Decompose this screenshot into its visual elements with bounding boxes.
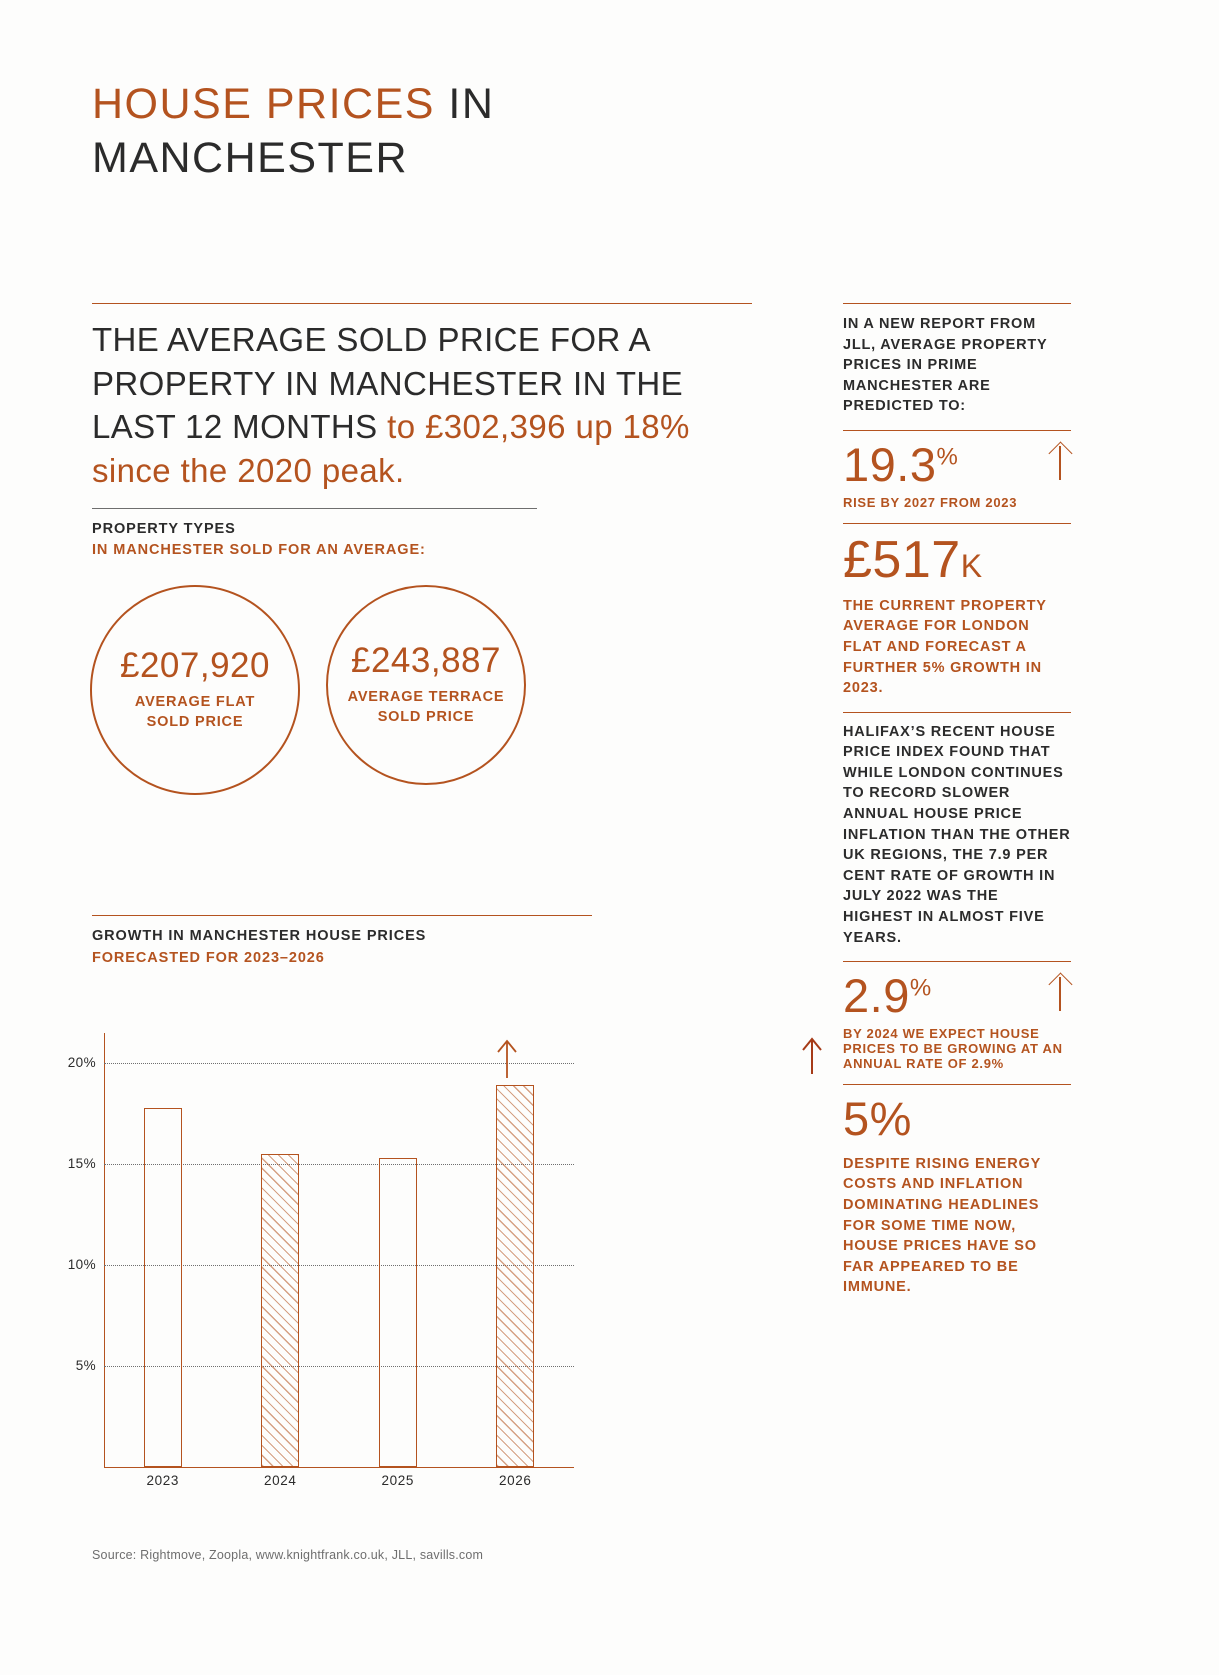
average-terrace-circle (326, 585, 526, 785)
body-divider (843, 712, 1071, 713)
average-terrace-amount: £243,887 (351, 640, 501, 680)
stat1-number: 19.3 (843, 437, 937, 491)
chart-divider (92, 915, 592, 916)
chart-heading-line1: GROWTH IN MANCHESTER HOUSE PRICES (92, 928, 427, 944)
lead-text (92, 318, 752, 492)
property-types-heading (92, 508, 537, 561)
stat-immune (843, 1084, 1071, 1297)
y-tick-label: 5% (75, 1358, 96, 1374)
average-flat-amount: £207,920 (120, 645, 270, 685)
stat2-value (843, 533, 1071, 588)
stat1-value (843, 437, 959, 491)
stat3-number: 2.9 (843, 969, 910, 1023)
lead-text-accent: to £302,396 up 18% since the 2020 peak. (92, 408, 690, 489)
lead-divider (92, 303, 752, 304)
property-types-heading-text (92, 519, 537, 561)
bar-2026 (496, 1085, 534, 1467)
stat1-divider (843, 430, 1071, 431)
stat-rise-2027 (843, 430, 1071, 510)
title-accent-text: HOUSE PRICES (92, 80, 435, 128)
average-terrace-label-line1: AVERAGE TERRACE (347, 688, 505, 705)
right-intro-text: IN A NEW REPORT FROM JLL, AVERAGE PROPERTY PRICES IN PRIME MANCHESTER ARE PREDICTED TO: (843, 316, 1048, 415)
stat2-caption: THE CURRENT PROPERTY AVERAGE FOR LONDON FLAT AND FORECAST A FURTHER 5% GROWTH IN 2023. (843, 597, 1047, 697)
stat3-left-arrow-icon (800, 1035, 824, 1075)
halifax-body-section (843, 712, 1071, 948)
title-rest-text: IN (434, 80, 495, 128)
chart-heading-line2: FORECASTED FOR 2023–2026 (92, 949, 325, 966)
chart-heading-text (92, 926, 592, 970)
stat3-caption: BY 2024 WE EXPECT HOUSE PRICES TO BE GROWING AT AN ANNUAL RATE OF 2.9% (843, 1026, 1063, 1072)
stat1-up-arrow-icon (1049, 440, 1071, 480)
stat1-suffix: % (936, 443, 959, 471)
bar-2025 (379, 1158, 417, 1467)
halifax-body-text: HALIFAX’S RECENT HOUSE PRICE INDEX FOUND THAT WHILE LONDON CONTINUES TO RECORD SLOWER ANNUAL HOUSE PRICE INFLATION THAN THE OTHER UK REGIONS, THE 7.9 PER CENT RATE OF GROWTH IN JULY 2022 WAS THE HIGHEST IN ALMOST FIVE YEARS. (843, 723, 1071, 946)
average-terrace-label-line2: SOLD PRICE (377, 708, 475, 725)
average-flat-label-line1: AVERAGE FLAT (134, 693, 256, 710)
x-tick-label: 2025 (381, 1473, 414, 1488)
stat4-value: 5% (843, 1092, 912, 1146)
chart-bars (104, 1033, 574, 1467)
stat3-divider (843, 961, 1071, 962)
stat-london-average (843, 523, 1071, 698)
stat3-value (843, 969, 932, 1023)
stat4-divider (843, 1084, 1071, 1085)
stat2-divider (843, 523, 1071, 524)
property-type-circles (90, 585, 560, 795)
right-column (843, 303, 1071, 1298)
stat1-caption: RISE BY 2027 FROM 2023 (843, 495, 1018, 511)
property-types-heading-line1: PROPERTY TYPES (92, 521, 236, 537)
average-flat-label-line2: SOLD PRICE (146, 713, 244, 730)
bar-2023 (144, 1108, 182, 1467)
stat2-suffix: K (960, 548, 983, 585)
average-flat-label (135, 693, 255, 732)
x-tick-label: 2024 (264, 1473, 297, 1488)
stat1-row (843, 437, 1071, 491)
lead-text-dark: THE AVERAGE SOLD PRICE FOR A PROPERTY IN MANCHESTER IN THE LAST 12 MONTHS (92, 321, 684, 446)
chart-growth-arrow-icon (494, 1037, 520, 1079)
chart-x-axis (104, 1467, 574, 1468)
title-line-2: MANCHESTER (92, 133, 409, 182)
title-line-1 (92, 78, 792, 132)
lead-statement (92, 303, 752, 492)
x-tick-label: 2026 (499, 1473, 532, 1488)
right-intro-section (843, 303, 1071, 417)
y-tick-label: 10% (67, 1257, 96, 1273)
bar-2024 (261, 1154, 299, 1467)
stat3-suffix: % (909, 974, 932, 1002)
stat3-up-arrow-icon (1049, 971, 1071, 1011)
chart-heading (92, 915, 592, 970)
y-tick-label: 20% (67, 1055, 96, 1071)
stat3-row (843, 969, 1071, 1023)
stat-annual-rate (843, 961, 1071, 1071)
average-flat-circle (90, 585, 300, 795)
page-title (92, 78, 792, 186)
stat2-number: £517 (843, 531, 961, 590)
growth-bar-chart (52, 1015, 582, 1488)
right-intro-divider (843, 303, 1071, 304)
source-note: Source: Rightmove, Zoopla, www.knightfrank.co.uk, JLL, savills.com (92, 1548, 484, 1562)
property-types-heading-line2: IN MANCHESTER SOLD FOR AN AVERAGE: (92, 542, 426, 559)
x-tick-label: 2023 (146, 1473, 179, 1488)
average-terrace-label (348, 688, 505, 727)
property-types-divider (92, 508, 537, 509)
stat4-caption: DESPITE RISING ENERGY COSTS AND INFLATION DOMINATING HEADLINES FOR SOME TIME NOW, HOUSE PRICES HAVE SO FAR APPEARED TO BE IMMUNE. (843, 1155, 1041, 1296)
y-tick-label: 15% (67, 1156, 96, 1172)
